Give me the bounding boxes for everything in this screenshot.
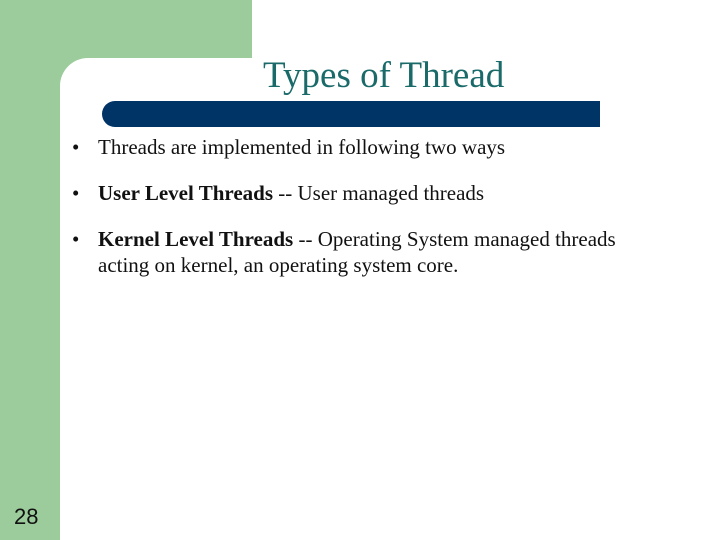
bullet-text: -- User managed threads — [273, 181, 485, 205]
bullet-term: Kernel Level Threads — [98, 227, 294, 251]
bullet-icon: • — [72, 135, 80, 159]
bullet-text: Threads are implemented in following two ways — [98, 135, 506, 159]
page-number: 28 — [14, 504, 39, 529]
bullet-text: -- Operating System managed threads acting on kernel, an operating system core. — [98, 227, 616, 277]
bullet-term: User Level Threads — [98, 181, 274, 205]
title-underline-bar — [102, 101, 600, 127]
bullet-item-kernel-level — [72, 226, 672, 278]
bullet-item-user-level — [72, 180, 672, 206]
bullet-item-implementation — [72, 134, 672, 160]
bullet-icon: • — [72, 181, 80, 205]
slide-title: Types of Thread — [263, 55, 505, 96]
bullet-list — [72, 134, 672, 298]
bullet-icon: • — [72, 227, 80, 251]
